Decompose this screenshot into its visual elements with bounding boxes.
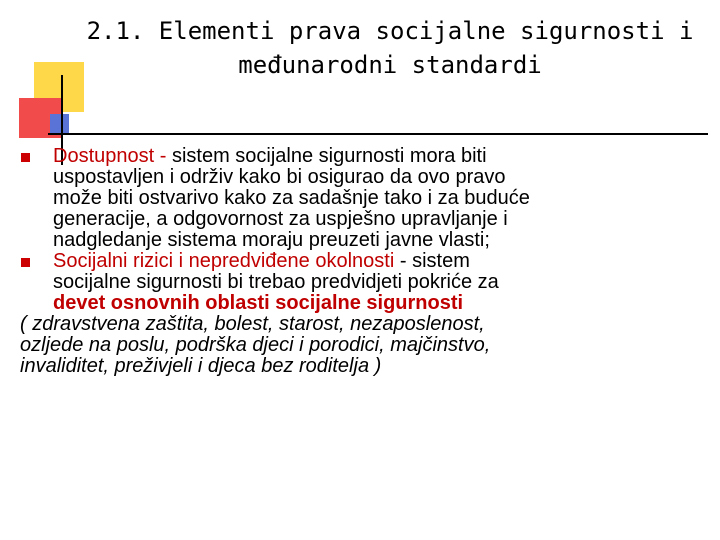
- slide-title-line-1: 2.1. Elementi prava socijalne sigurnosti i: [86, 17, 694, 45]
- bullet-line: nadgledanje sistema moraju preuzeti javne vlasti;: [53, 229, 490, 251]
- note-line: ( zdravstvena zaštita, bolest, starost, nezaposlenost,: [20, 313, 485, 335]
- bullet-square-icon: [21, 258, 30, 267]
- bullet-socijalni-rizici: [20, 251, 710, 314]
- slide-content: [20, 146, 710, 377]
- bullet-line: generacije, a odgovornost za uspješno upravljanje i: [53, 208, 508, 230]
- slide-title-line-2: međunarodni standardi: [238, 51, 542, 79]
- title-divider: [48, 133, 708, 135]
- note-line: invaliditet, preživjeli i djeca bez roditelja ): [20, 355, 382, 377]
- bullet-term: Socijalni rizici i nepredviđene okolnosti: [53, 250, 395, 272]
- bullet-dostupnost: [20, 146, 710, 251]
- bullet-text: - sistem: [394, 250, 470, 272]
- bullet-emphasis: devet osnovnih oblasti socijalne sigurnosti: [53, 292, 464, 314]
- categories-note: [20, 314, 710, 377]
- bullet-line: [53, 251, 710, 272]
- decorative-blue-square: [50, 114, 69, 134]
- bullet-term: Dostupnost -: [53, 145, 167, 167]
- bullet-line: uspostavljen i održiv kako bi osigurao da ovo pravo: [53, 166, 506, 188]
- slide-title: [60, 14, 720, 82]
- bullet-square-icon: [21, 153, 30, 162]
- bullet-line: [53, 146, 710, 167]
- bullet-line: može biti ostvarivo kako za sadašnje tako i za buduće: [53, 187, 530, 209]
- bullet-text: sistem socijalne sigurnosti mora biti: [166, 145, 487, 167]
- note-line: ozljede na poslu, podrška djeci i porodici, majčinstvo,: [20, 334, 491, 356]
- bullet-line: socijalne sigurnosti bi trebao predvidjeti pokriće za: [53, 271, 499, 293]
